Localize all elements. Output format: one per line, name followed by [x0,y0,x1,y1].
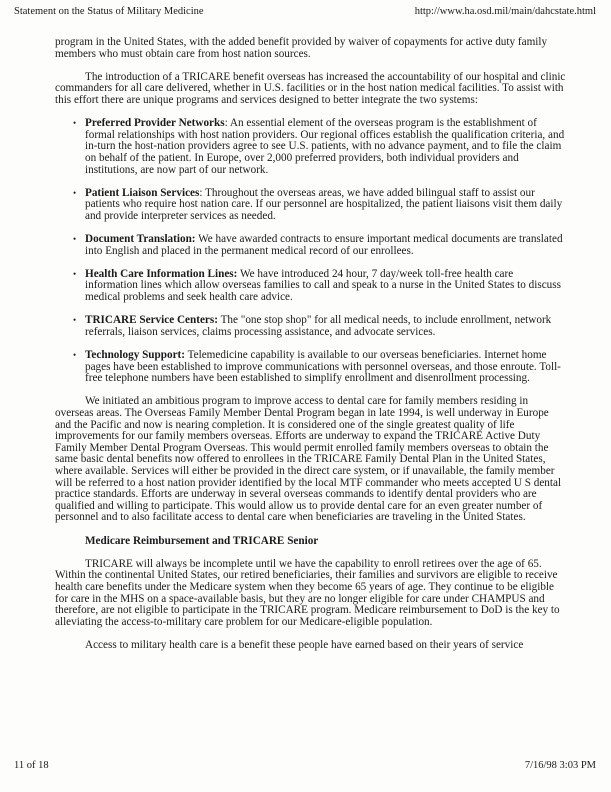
bullet-term: Document Translation: [85,233,196,246]
list-item [73,118,567,176]
bullet-description: Telemedicine capability is available to our overseas beneficiaries. Internet home pages have been established to improve communications with personnel overseas, and those enroute. Toll-free telephone numbers have been established to simplify enrollment and disenrollment processing. [85,349,561,385]
paragraph-medicare: TRICARE will always be incomplete until we have the capability to enroll retirees over the age of 65. Within the continental United States, our retired beneficiaries, their families and survivors are eligible to receive health care benefits under the Medicare system when they become 65 years of age. They continue to be eligible for care in the MHS on a space-available basis, but they are no longer eligible for care under CHAMPUS and therefore, are not eligible to participate in the TRICARE program. Medicare reimbursement to DoD is the key to alleviating the access-to-military care problem for our Medicare-eligible population. [55,557,560,628]
list-item [73,350,567,385]
list-item [73,188,567,223]
bullet-description: We have introduced 24 hour, 7 day/week toll-free health care information lines which allow overseas families to call and speak to a nurse in the United States to discuss medical problems and seek health care advice. [85,267,561,304]
bullet-description: The "one stop shop" for all medical needs, to include enrollment, network referrals, liaison services, claims processing assistance, and advocate services. [85,314,552,338]
bullet-icon: • [73,187,77,198]
bullet-text [85,188,567,223]
bullet-term: TRICARE Service Centers: [85,314,218,327]
bullet-text [85,269,567,304]
bullet-list [55,118,567,385]
paragraph-continuation: program in the United States, with the added benefit provided by waiver of copayments for active duty family members who must obtain care from host nation sources. [55,36,548,60]
bullet-description: : Throughout the overseas areas, we have added bilingual staff to assist our patients who require host nation care. If our personnel are hospitalized, the patient liaisons visit them daily and provide interpreter services as needed. [85,186,563,222]
paragraph-dental: We initiated an ambitious program to improve access to dental care for family members residing in overseas areas. The Overseas Family Member Dental Program began in late 1994, is well underway in Europe and the Pacific and now is nearing completion. It is considered one of the single greatest quality of life improvements for our family members overseas. Efforts are underway to expand the TRICARE Active Duty Family Member Dental Program Overseas. This would permit enrolled family members overseas to obtain the same basic dental benefits now offered to enrollees in the TRICARE Family Dental Plan in the United States, where available. Services will either be provided in the direct care system, or if unavailable, the family member will be referred to a host nation provider identified by the local MTF commander who meets accepted U S dental practice standards. Efforts are underway in several overseas commands to identify dental providers who are qualified and willing to participate. This would allow us to provide dental care for an even greater number of personnel and to also facilitate access to dental care when beneficiaries are traveling in the United States. [55,395,562,524]
bullet-term: Patient Liaison Services [85,186,200,199]
bullet-icon: • [73,118,77,129]
paragraph-access: Access to military health care is a benefit these people have earned based on their years of service [85,638,524,651]
bullet-text [85,234,567,257]
section-heading: Medicare Reimbursement and TRICARE Senior [85,534,319,547]
bullet-icon: • [73,315,77,326]
bullet-term: Preferred Provider Networks [85,117,225,130]
page-number: 11 of 18 [14,760,49,771]
page-header [14,6,596,18]
document-body [55,37,567,663]
bullet-term: Health Care Information Lines: [85,267,238,280]
bullet-icon: • [73,234,77,245]
list-item [73,315,567,338]
bullet-term: Technology Support: [85,349,185,362]
print-timestamp: 7/16/98 3:03 PM [524,760,596,771]
bullet-text [85,350,567,385]
paragraph-intro: The introduction of a TRICARE benefit overseas has increased the accountability of our hospital and clinic commanders for all care delivered, whether in U.S. facilities or in the host nation medical facilities. To assist with this effort there are unique programs and services designed to better integrate the two systems: [55,70,566,106]
document-title: Statement on the Status of Military Medicine [14,6,204,17]
bullet-icon: • [73,350,77,361]
list-item [73,234,567,257]
list-item [73,269,567,304]
bullet-description: We have awarded contracts to ensure important medical documents are translated into English and placed in the permanent medical record of our enrollees. [85,233,563,257]
bullet-icon: • [73,268,77,279]
bullet-text [85,118,567,176]
source-url: http://www.ha.osd.mil/main/dahcstate.html [414,6,596,17]
bullet-description: : An essential element of the overseas program is the establishment of formal relationships with host nation providers. Our regional offices establish the qualification criteria, and in-turn the host-nation providers agree to see U.S. patients, with no advance payment, and to file the claim on behalf of the patient. In Europe, over 2,000 preferred providers, both individual providers and institutions, are now part of our network. [85,117,565,176]
bullet-text [85,315,567,338]
page-footer [14,760,596,772]
